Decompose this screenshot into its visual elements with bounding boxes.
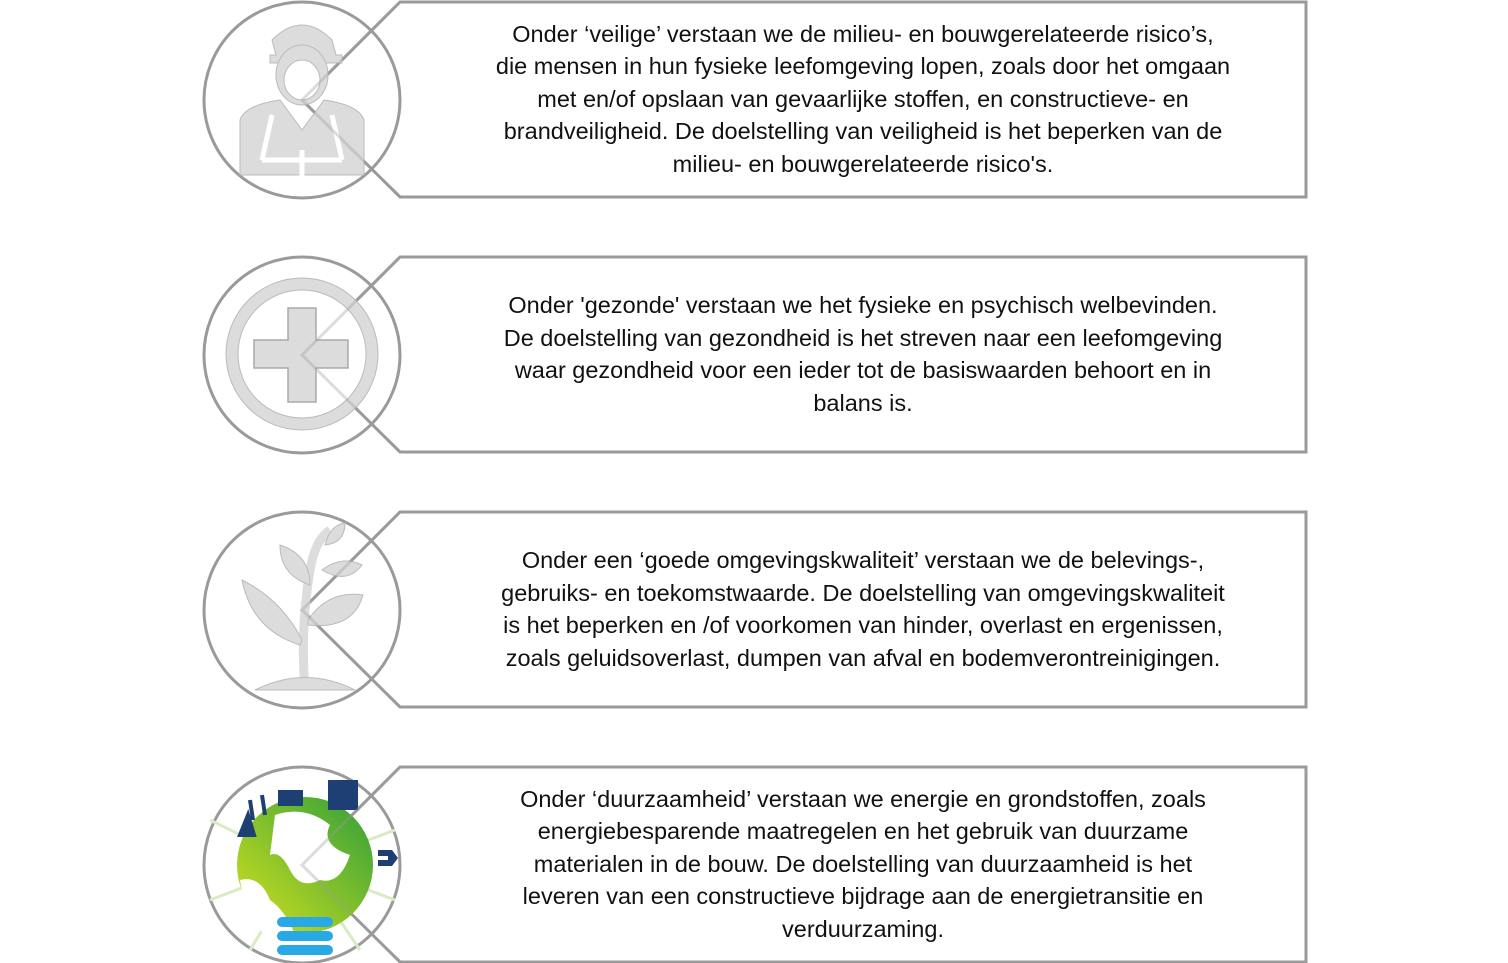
- text-line: Onder 'gezonde' verstaan we het fysieke en psychisch welbevinden.: [508, 292, 1218, 318]
- text-line: brandveiligheid. De doelstelling van veiligheid is het beperken van de: [503, 118, 1223, 145]
- text-line: balans is.: [813, 389, 913, 416]
- text-line: verduurzaming.: [782, 915, 944, 942]
- text-line: waar gezondheid voor een ieder tot de basiswaarden behoort en in: [514, 357, 1212, 383]
- text-line: is het beperken en /of voorkomen van hinder, overlast en ergenissen,: [503, 612, 1223, 638]
- text-line: zoals geluidsoverlast, dumpen van afval en bodemverontreinigingen.: [505, 644, 1221, 671]
- text-line: milieu- en bouwgerelateerde risico's.: [672, 150, 1054, 177]
- text-line: De doelstelling van gezondheid is het streven naar een leefomgeving: [503, 324, 1223, 351]
- text-line: die mensen in hun fysieke leefomgeving lopen, zoals door het omgaan: [495, 53, 1231, 80]
- text-line: leveren van een constructieve bijdrage aan de energietransitie en: [522, 883, 1204, 910]
- text-line: Onder een ‘goede omgevingskwaliteit’ verstaan we de belevings-,: [521, 547, 1205, 573]
- text-line: energiebesparende maatregelen en het gebruik van duurzame: [537, 818, 1189, 845]
- text-line: met en/of opslaan van gevaarlijke stoffen, en constructieve- en: [537, 85, 1189, 112]
- definition-text: [420, 765, 1306, 963]
- text-line: Onder ‘duurzaamheid’ verstaan we energie en grondstoffen, zoals: [520, 785, 1206, 812]
- text-line: materialen in de bouw. De doelstelling van duurzaamheid is het: [533, 850, 1193, 877]
- text-line: Onder ‘veilige’ verstaan we de milieu- en bouwgerelateerde risico’s,: [512, 20, 1214, 47]
- text-line: gebruiks- en toekomstwaarde. De doelstelling van omgevingskwaliteit: [501, 579, 1225, 606]
